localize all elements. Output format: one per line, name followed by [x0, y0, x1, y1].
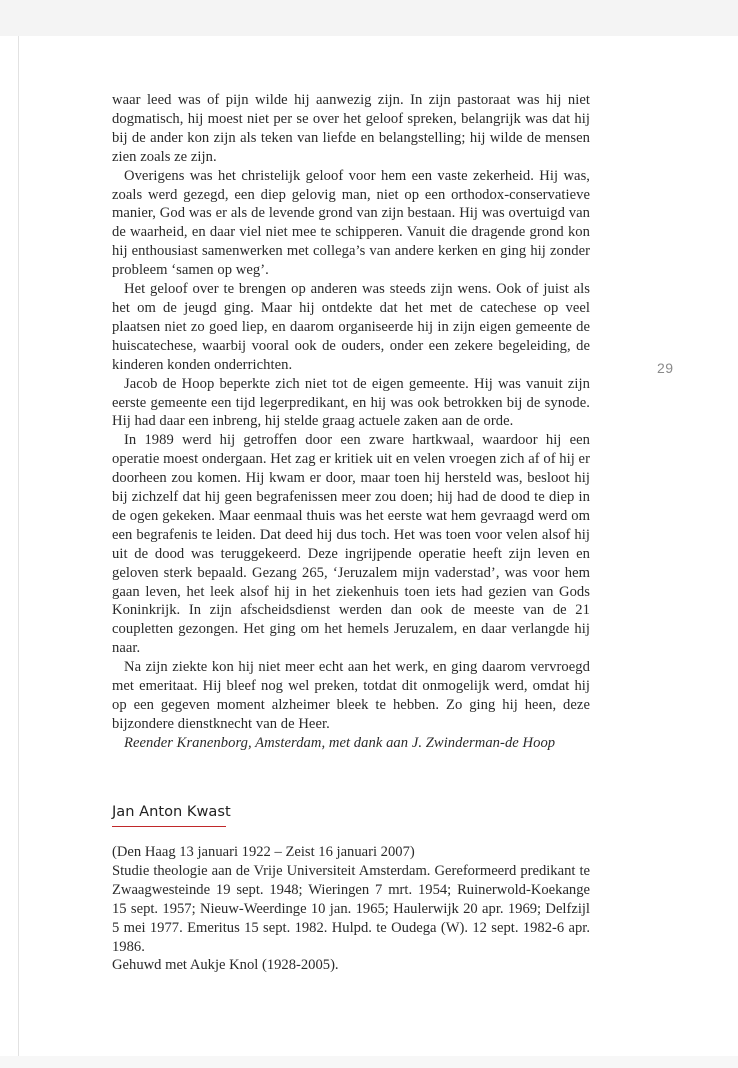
- scan-top-margin: [0, 0, 738, 36]
- scan-bottom-margin: [0, 1056, 738, 1068]
- section-heading: Jan Anton Kwast: [112, 803, 231, 820]
- bio-dates: (Den Haag 13 januari 1922 – Zeist 16 januari 2007): [112, 844, 415, 860]
- article-paragraph: In 1989 werd hij getroffen door een zware hartkwaal, waardoor hij een operatie moest ondergaan. Het zag er kritiek uit en velen vroegen zich af of hij er doorheen zou komen. Hij kwam er door, maar toen hij hersteld was, besloot hij bij zichzelf dat hij geen begrafenissen meer zou doen; hij had de dood te diep in de ogen gekeken. Maar eenmaal thuis was het eerste wat hem gevraagd werd om een begrafenis te leiden. Dat deed hij dus toch. Het was toen voor velen alsof hij uit de dood was teruggekeerd. Deze ingrijpende operatie heeft zijn leven en geloven sterk bepaald. Gezang 265, ‘Jeruzalem mijn vaderstad’, was voor hem gaan leven, het leek alsof hij in het ziekenhuis toen iets had gezien van Gods Koninkrijk. In zijn afscheidsdienst werden dan ook de meeste van de 21 coupletten gezongen. Het ging om het hemels Jeruzalem, en daar verlangde hij naar.: [112, 432, 590, 657]
- article-paragraph: Overigens was het christelijk geloof voor hem een vaste zekerheid. Hij was, zoals werd gezegd, een diep gelovig man, niet op een orthodox-conservatieve manier, God was er als de levende grond van zijn bestaan. Hij was overtuigd van de waarheid, en daar viel niet mee te schipperen. Vanuit die dragende grond kon hij enthousiast samenwerken met collega’s van andere kerken en ging hij zonder probleem ‘samen op weg’.: [112, 167, 590, 279]
- page-number: 29: [657, 360, 674, 376]
- article-paragraph: Na zijn ziekte kon hij niet meer echt aan het werk, en ging daarom vervroegd met emeritaat. Hij bleef nog wel preken, totdat dit onmogelijk werd, omdat hij op een gegeven moment alzheimer bleek te hebben. Zo ging hij heen, deze bijzondere dienstknecht van de Heer.: [112, 659, 590, 732]
- bio-career: Studie theologie aan de Vrije Universiteit Amsterdam. Gereformeerd predikant te Zwaagwesteinde 19 sept. 1948; Wieringen 7 mrt. 1954; Ruinerwold-Koekange 15 sept. 1957; Nieuw-Weerdinge 10 jan. 1965; Haulerwijk 20 apr. 1969; Delfzijl 5 mei 1977. Emeritus 15 sept. 1982. Hulpd. te Oudega (W). 12 sept. 1982-6 apr. 1986.: [112, 862, 590, 955]
- article-paragraph: Jacob de Hoop beperkte zich niet tot de eigen gemeente. Hij was vanuit zijn eerste gemeente een tijd legerpredikant, en hij was ook betrokken bij de synode. Hij had daar een inbreng, hij stelde graag actuele zaken aan de orde.: [112, 375, 590, 430]
- article-body: [112, 91, 590, 753]
- bio-marriage: Gehuwd met Aukje Knol (1928-2005).: [112, 957, 339, 974]
- heading-underline: [112, 826, 226, 827]
- article-paragraph: Het geloof over te brengen op anderen was steeds zijn wens. Ook of juist als het om de jeugd ging. Maar hij ontdekte dat het met de catechese op veel plaatsen niet zo goed liep, en daarom organiseerde hij in zijn eigen gemeente de huiscatechese, waarbij vooral ook de ouders, onder een zekere begeleiding, de kinderen konden onderrichten.: [112, 281, 590, 373]
- author-signature: Reender Kranenborg, Amsterdam, met dank aan J. Zwinderman-de Hoop: [124, 734, 556, 751]
- article-paragraph: waar leed was of pijn wilde hij aanwezig zijn. In zijn pastoraat was hij niet dogmatisch, hij moest niet per se over het geloof spreken, belangrijk was dat hij bij de ander kon zijn als teken van liefde en belangstelling; hij wilde de mensen zien zoals ze zijn.: [112, 92, 590, 165]
- biography-block: [112, 843, 590, 975]
- page-gutter-line: [18, 36, 19, 1056]
